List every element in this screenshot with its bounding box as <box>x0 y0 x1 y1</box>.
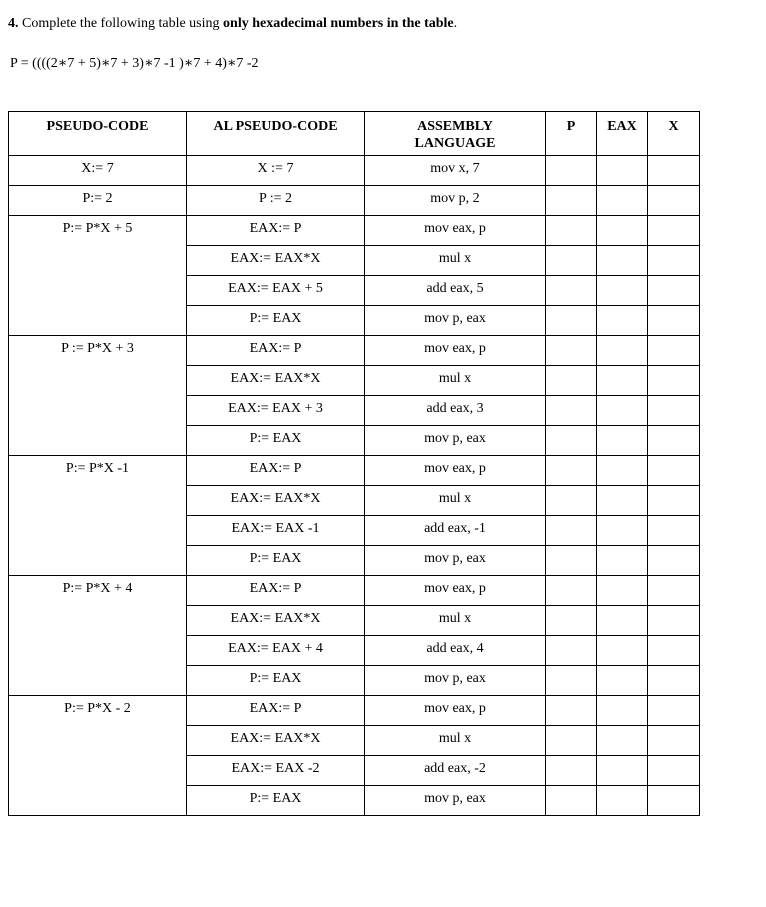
al-pseudo-code-cell: EAX:= EAX + 3 <box>187 396 365 426</box>
assembly-cell: mov p, eax <box>365 666 546 696</box>
x-value-cell[interactable] <box>648 396 700 426</box>
pseudo-code-cell: P:= P*X + 4 <box>9 576 187 696</box>
al-pseudo-code-cell: P:= EAX <box>187 306 365 336</box>
eax-value-cell[interactable] <box>597 306 648 336</box>
x-value-cell[interactable] <box>648 246 700 276</box>
assembly-cell: mul x <box>365 486 546 516</box>
assembly-cell: mul x <box>365 606 546 636</box>
eax-value-cell[interactable] <box>597 726 648 756</box>
eax-value-cell[interactable] <box>597 666 648 696</box>
header-al-pseudo-code: AL PSEUDO-CODE <box>187 112 365 156</box>
x-value-cell[interactable] <box>648 636 700 666</box>
x-value-cell[interactable] <box>648 576 700 606</box>
al-pseudo-code-cell: EAX:= P <box>187 456 365 486</box>
header-x: X <box>648 112 700 156</box>
pseudo-code-cell: P := P*X + 3 <box>9 336 187 456</box>
header-p: P <box>546 112 597 156</box>
x-value-cell[interactable] <box>648 426 700 456</box>
eax-value-cell[interactable] <box>597 576 648 606</box>
eax-value-cell[interactable] <box>597 396 648 426</box>
hex-table <box>8 111 700 816</box>
assembly-cell: mul x <box>365 366 546 396</box>
question-text-after: . <box>453 16 458 31</box>
x-value-cell[interactable] <box>648 366 700 396</box>
question-emphasis: only hexadecimal numbers in the table <box>223 16 454 31</box>
header-assembly-line2: LANGUAGE <box>414 136 496 151</box>
eax-value-cell[interactable] <box>597 516 648 546</box>
eax-value-cell[interactable] <box>597 336 648 366</box>
eax-value-cell[interactable] <box>597 216 648 246</box>
assembly-cell: mov eax, p <box>365 336 546 366</box>
p-value-cell[interactable] <box>546 546 597 576</box>
x-value-cell[interactable] <box>648 696 700 726</box>
eax-value-cell[interactable] <box>597 486 648 516</box>
al-pseudo-code-cell: P:= EAX <box>187 546 365 576</box>
table-row <box>9 576 700 606</box>
header-eax: EAX <box>597 112 648 156</box>
pseudo-code-cell: P:= P*X + 5 <box>9 216 187 336</box>
al-pseudo-code-cell: EAX:= P <box>187 696 365 726</box>
assembly-cell: mov eax, p <box>365 456 546 486</box>
question-text <box>8 15 457 33</box>
header-assembly-line1: ASSEMBLY <box>417 119 493 134</box>
x-value-cell[interactable] <box>648 546 700 576</box>
assembly-cell: add eax, -2 <box>365 756 546 786</box>
al-pseudo-code-cell: X := 7 <box>187 156 365 186</box>
assembly-cell: mov p, eax <box>365 786 546 816</box>
x-value-cell[interactable] <box>648 786 700 816</box>
assembly-cell: add eax, -1 <box>365 516 546 546</box>
p-value-cell[interactable] <box>546 186 597 216</box>
eax-value-cell[interactable] <box>597 456 648 486</box>
al-pseudo-code-cell: P := 2 <box>187 186 365 216</box>
p-value-cell[interactable] <box>546 336 597 366</box>
table-row <box>9 456 700 486</box>
al-pseudo-code-cell: EAX:= EAX + 5 <box>187 276 365 306</box>
assembly-cell: mov x, 7 <box>365 156 546 186</box>
p-value-cell[interactable] <box>546 756 597 786</box>
p-value-cell[interactable] <box>546 516 597 546</box>
assembly-cell: mov p, eax <box>365 546 546 576</box>
formula: P = ((((2∗7 + 5)∗7 + 3)∗7 -1 )∗7 + 4)∗7 -2 <box>10 56 259 71</box>
x-value-cell[interactable] <box>648 276 700 306</box>
table-row <box>9 216 700 246</box>
eax-value-cell[interactable] <box>597 636 648 666</box>
question-number: 4. <box>8 16 19 31</box>
p-value-cell[interactable] <box>546 276 597 306</box>
question-text-before: Complete the following table using <box>18 16 224 31</box>
eax-value-cell[interactable] <box>597 276 648 306</box>
eax-value-cell[interactable] <box>597 246 648 276</box>
al-pseudo-code-cell: EAX:= EAX*X <box>187 246 365 276</box>
assembly-cell: mov p, 2 <box>365 186 546 216</box>
al-pseudo-code-cell: EAX:= EAX -2 <box>187 756 365 786</box>
assembly-cell: mul x <box>365 246 546 276</box>
p-value-cell[interactable] <box>546 426 597 456</box>
eax-value-cell[interactable] <box>597 546 648 576</box>
table-row <box>9 336 700 366</box>
eax-value-cell[interactable] <box>597 156 648 186</box>
x-value-cell[interactable] <box>648 456 700 486</box>
assembly-cell: mov p, eax <box>365 426 546 456</box>
x-value-cell[interactable] <box>648 216 700 246</box>
x-value-cell[interactable] <box>648 666 700 696</box>
al-pseudo-code-cell: EAX:= EAX*X <box>187 366 365 396</box>
al-pseudo-code-cell: EAX:= P <box>187 216 365 246</box>
x-value-cell[interactable] <box>648 606 700 636</box>
al-pseudo-code-cell: EAX:= EAX*X <box>187 606 365 636</box>
table-row <box>9 156 700 186</box>
p-value-cell[interactable] <box>546 486 597 516</box>
p-value-cell[interactable] <box>546 216 597 246</box>
al-pseudo-code-cell: EAX:= EAX*X <box>187 486 365 516</box>
al-pseudo-code-cell: P:= EAX <box>187 666 365 696</box>
header-assembly-language <box>365 112 546 156</box>
assembly-cell: add eax, 5 <box>365 276 546 306</box>
assembly-cell: add eax, 4 <box>365 636 546 666</box>
p-value-cell[interactable] <box>546 606 597 636</box>
assembly-cell: mul x <box>365 726 546 756</box>
al-pseudo-code-cell: EAX:= EAX + 4 <box>187 636 365 666</box>
x-value-cell[interactable] <box>648 516 700 546</box>
al-pseudo-code-cell: EAX:= EAX -1 <box>187 516 365 546</box>
p-value-cell[interactable] <box>546 696 597 726</box>
table-row <box>9 186 700 216</box>
p-value-cell[interactable] <box>546 636 597 666</box>
x-value-cell[interactable] <box>648 156 700 186</box>
pseudo-code-cell: P:= P*X - 2 <box>9 696 187 816</box>
header-pseudo-code: PSEUDO-CODE <box>9 112 187 156</box>
table-row <box>9 696 700 726</box>
x-value-cell[interactable] <box>648 186 700 216</box>
header-row <box>9 112 700 156</box>
p-value-cell[interactable] <box>546 156 597 186</box>
pseudo-code-cell: P:= P*X -1 <box>9 456 187 576</box>
al-pseudo-code-cell: EAX:= P <box>187 576 365 606</box>
assembly-cell: mov eax, p <box>365 696 546 726</box>
p-value-cell[interactable] <box>546 666 597 696</box>
assembly-cell: mov p, eax <box>365 306 546 336</box>
eax-value-cell[interactable] <box>597 426 648 456</box>
p-value-cell[interactable] <box>546 456 597 486</box>
x-value-cell[interactable] <box>648 306 700 336</box>
table-body <box>9 156 700 816</box>
eax-value-cell[interactable] <box>597 756 648 786</box>
p-value-cell[interactable] <box>546 246 597 276</box>
eax-value-cell[interactable] <box>597 696 648 726</box>
p-value-cell[interactable] <box>546 726 597 756</box>
assembly-cell: mov eax, p <box>365 576 546 606</box>
p-value-cell[interactable] <box>546 786 597 816</box>
eax-value-cell[interactable] <box>597 366 648 396</box>
p-value-cell[interactable] <box>546 576 597 606</box>
pseudo-code-cell: X:= 7 <box>9 156 187 186</box>
eax-value-cell[interactable] <box>597 606 648 636</box>
x-value-cell[interactable] <box>648 486 700 516</box>
p-value-cell[interactable] <box>546 306 597 336</box>
pseudo-code-cell: P:= 2 <box>9 186 187 216</box>
x-value-cell[interactable] <box>648 726 700 756</box>
al-pseudo-code-cell: EAX:= P <box>187 336 365 366</box>
eax-value-cell[interactable] <box>597 186 648 216</box>
p-value-cell[interactable] <box>546 366 597 396</box>
assembly-cell: mov eax, p <box>365 216 546 246</box>
x-value-cell[interactable] <box>648 756 700 786</box>
p-value-cell[interactable] <box>546 396 597 426</box>
assembly-cell: add eax, 3 <box>365 396 546 426</box>
al-pseudo-code-cell: P:= EAX <box>187 786 365 816</box>
al-pseudo-code-cell: P:= EAX <box>187 426 365 456</box>
eax-value-cell[interactable] <box>597 786 648 816</box>
al-pseudo-code-cell: EAX:= EAX*X <box>187 726 365 756</box>
x-value-cell[interactable] <box>648 336 700 366</box>
